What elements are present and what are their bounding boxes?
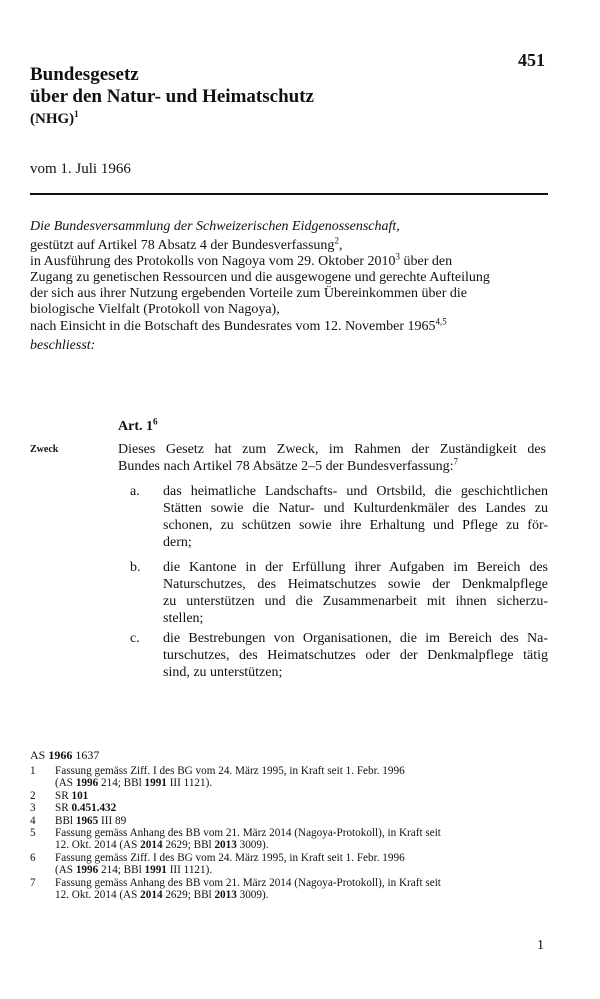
- article-title: [118, 416, 158, 435]
- footnote-line: [55, 839, 550, 851]
- margin-note: Zweck: [30, 444, 59, 455]
- page-number: 1: [537, 938, 544, 953]
- footnote-number: 5: [30, 827, 36, 840]
- fn-text: III 89: [98, 814, 127, 827]
- footnote-number: 7: [30, 876, 36, 889]
- list-item-text: [163, 630, 548, 681]
- fn-bold: 1965: [75, 814, 99, 827]
- list-item-label: b.: [130, 560, 141, 575]
- footnote-line: [55, 802, 550, 814]
- footnote: [30, 790, 550, 802]
- footnote-ref-2[interactable]: 2: [334, 235, 339, 246]
- fn-bold: 101: [71, 789, 89, 802]
- footnote-ref-1[interactable]: 1: [74, 109, 79, 119]
- preamble-message-text: nach Einsicht in die Botschaft des Bundesrates vom 12. November 1965: [30, 318, 436, 334]
- fn-text: III 1121).: [166, 864, 213, 877]
- preamble-message: [30, 315, 550, 335]
- footnote: [30, 802, 550, 814]
- list-item-line: die Kantone in der Erfüllung ihrer Aufgaben im Bereich des: [163, 560, 548, 575]
- footnote-line: [55, 889, 550, 901]
- preamble-basis-text: gestützt auf Artikel 78 Absatz 4 der Bundesverfassung: [30, 238, 335, 254]
- list-item-label: c.: [130, 631, 140, 646]
- fn-bold: 1991: [144, 864, 167, 877]
- footnote-ref-4-5[interactable]: 4,5: [435, 315, 447, 326]
- fn-text: 3009).: [236, 839, 269, 852]
- list-item-line: die Bestrebungen von Organisationen, die im Bereich des Na-: [163, 631, 548, 646]
- list-item-line: stellen;: [163, 611, 204, 626]
- sr-number: 451: [518, 50, 545, 70]
- preamble-line4: Zugang zu genetischen Ressourcen und die ausgewogene und gerechte Aufteilung: [30, 270, 490, 286]
- preamble-enacting-body: Die Bundesversammlung der Schweizerischen Eidgenossenschaft,: [30, 219, 400, 234]
- list-item: [130, 483, 548, 551]
- footnote-ref-3[interactable]: 3: [395, 251, 401, 262]
- article-intro: [118, 441, 546, 475]
- preamble-basis-comma: ,: [338, 238, 343, 254]
- footnote-ref-7[interactable]: 7: [453, 456, 459, 467]
- footnote: [30, 827, 550, 852]
- footnote-number: 1: [30, 765, 36, 777]
- fn-text: (AS: [55, 777, 76, 790]
- fn-text: 2629; BBl: [162, 889, 215, 902]
- preamble-resolves: beschliesst:: [30, 337, 96, 353]
- article-intro-line1: Dieses Gesetz hat zum Zweck, im Rahmen der Zuständigkeit des: [118, 442, 546, 457]
- list-item-text: [163, 559, 548, 627]
- fn-bold: 1991: [144, 777, 167, 790]
- article-title-text: Art. 1: [118, 419, 153, 434]
- footnote-number: 6: [30, 851, 36, 864]
- preamble: [30, 219, 550, 354]
- fn-bold: 2014: [140, 889, 163, 902]
- preamble-nagoya: [30, 251, 550, 270]
- list-item-line: turschutzes, des Heimatschutzes oder der Denkmalpflege tätig: [163, 648, 548, 663]
- list-item-line: das heimatliche Landschafts- und Ortsbild, die geschichtlichen: [163, 484, 548, 499]
- preamble-basis: [30, 235, 550, 254]
- as-prefix: AS: [30, 748, 49, 762]
- footnote-ref-6[interactable]: 6: [153, 416, 158, 427]
- fn-text: 214; BBl: [98, 864, 145, 877]
- footnote-line: Fassung gemäss Anhang des BB vom 21. März 2014 (Nagoya-Protokoll), in Kraft seit: [55, 827, 441, 840]
- fn-bold: 2014: [140, 839, 163, 852]
- list-item-text: [163, 483, 548, 551]
- law-title-line1: Bundesgesetz: [30, 64, 139, 85]
- fn-text: SR: [55, 802, 72, 815]
- law-abbreviation: [30, 111, 79, 128]
- law-title: [30, 64, 314, 108]
- footnote-line: [55, 815, 550, 827]
- official-compilation-ref: [30, 748, 99, 763]
- list-item: [130, 559, 548, 627]
- footnote-line: [55, 777, 550, 789]
- footnote-line: Fassung gemäss Anhang des BB vom 21. März 2014 (Nagoya-Protokoll), in Kraft seit: [55, 876, 441, 889]
- list-item-label: a.: [130, 484, 140, 499]
- as-page: 1637: [72, 748, 100, 762]
- footnote: [30, 877, 550, 902]
- fn-bold: 1996: [75, 864, 99, 877]
- fn-bold: 2013: [214, 889, 237, 902]
- footnote-number: 3: [30, 802, 36, 815]
- list-item-line: dern;: [163, 535, 192, 550]
- fn-text: 12. Okt. 2014 (AS: [55, 839, 141, 852]
- as-year: 1966: [48, 748, 73, 762]
- preamble-nagoya-a: in Ausführung des Protokolls von Nagoya vom 29. Oktober 2010: [30, 254, 396, 270]
- footnote-line: [55, 790, 550, 802]
- fn-text: SR: [55, 789, 72, 802]
- footnote: [30, 765, 550, 790]
- fn-bold: 2013: [214, 839, 237, 852]
- preamble-nagoya-b: über den: [400, 254, 453, 270]
- footnotes: [30, 765, 550, 901]
- footnote: [30, 852, 550, 877]
- footnote: [30, 815, 550, 827]
- law-title-line2: über den Natur- und Heimatschutz: [30, 86, 314, 107]
- footnote-number: 4: [30, 814, 36, 827]
- list-item-line: Naturschutzes, des Heimatschutzes sowie der Denkmalpflege: [163, 577, 548, 592]
- fn-bold: 1996: [75, 777, 99, 790]
- list-item-line: Stätten sowie die Natur- und Kulturdenkmäler des Landes zu: [163, 501, 548, 516]
- header-divider: [30, 193, 548, 195]
- article-intro-line2: Bundes nach Artikel 78 Absätze 2–5 der Bundesverfassung:: [118, 459, 454, 474]
- footnote-line: Fassung gemäss Ziff. I des BG vom 24. März 1995, in Kraft seit 1. Febr. 1996: [55, 851, 405, 864]
- abbreviation-text: (NHG): [30, 111, 75, 127]
- preamble-line5: der sich aus ihrer Nutzung ergebenden Vorteile zum Übereinkommen über die: [30, 286, 467, 302]
- footnote-line: [55, 864, 550, 876]
- fn-text: 3009).: [236, 889, 269, 902]
- fn-text: (AS: [55, 864, 76, 877]
- preamble-line6: biologische Vielfalt (Protokoll von Nagoya),: [30, 302, 280, 318]
- fn-text: III 1121).: [166, 777, 213, 790]
- fn-text: BBl: [55, 814, 76, 827]
- fn-text: 12. Okt. 2014 (AS: [55, 889, 141, 902]
- fn-text: 2629; BBl: [162, 839, 215, 852]
- footnote-line: Fassung gemäss Ziff. I des BG vom 24. März 1995, in Kraft seit 1. Febr. 1996: [55, 765, 405, 777]
- fn-text: 214; BBl: [98, 777, 145, 790]
- fn-bold: 0.451.432: [71, 802, 117, 815]
- footnote-number: 2: [30, 789, 36, 802]
- list-item-line: schonen, zu schützen sowie ihre Erhaltung und Pflege zu för-: [163, 518, 548, 533]
- list-item-line: zu unterstützen und die Zusammenarbeit mit ihnen sicherzu-: [163, 594, 548, 609]
- list-item-line: sind, zu unterstützen;: [163, 665, 283, 680]
- list-item: [130, 630, 548, 681]
- enactment-date: vom 1. Juli 1966: [30, 161, 131, 177]
